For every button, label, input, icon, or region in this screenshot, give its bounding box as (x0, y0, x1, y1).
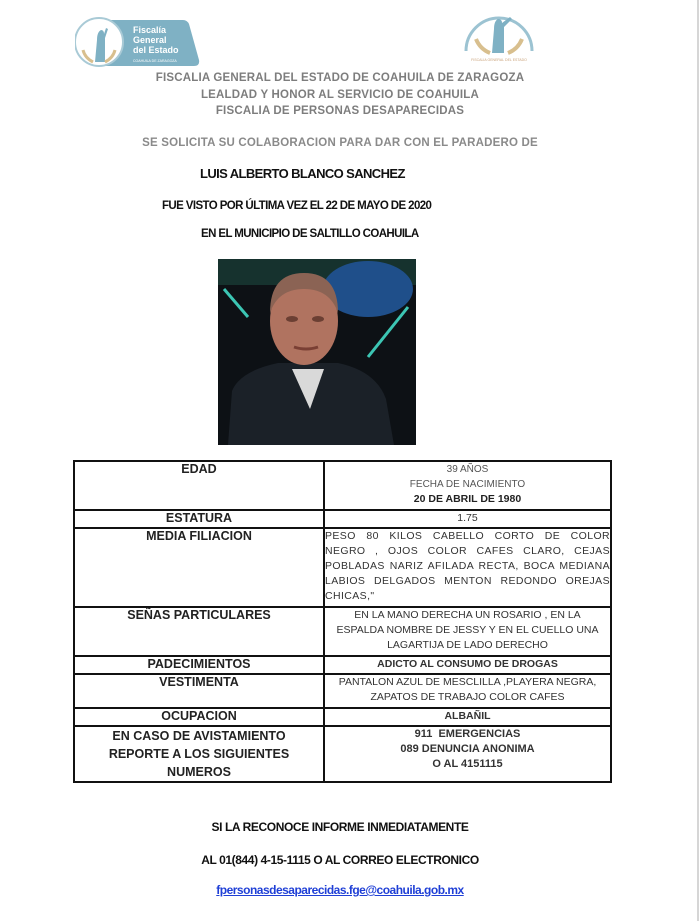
value-vestimenta: PANTALON AZUL DE MESCLILLA ,PLAYERA NEGRA, ZAPATOS DE TRABAJO COLOR CAFES (324, 674, 611, 708)
table-row-edad (74, 461, 611, 510)
value-avistamiento (324, 726, 611, 782)
label-avistamiento (74, 726, 324, 782)
label-edad: EDAD (74, 461, 324, 510)
last-seen-location: EN EL MUNICIPIO DE SALTILLO COAHUILA (201, 228, 419, 240)
label-senas: SEÑAS PARTICULARES (74, 607, 324, 656)
logo-text-1: Fiscalía (133, 25, 167, 35)
value-media-filiacion: PESO 80 KILOS CABELLO CORTO DE COLOR NEGRO , OJOS COLOR CAFES CLARO, CEJAS POBLADAS NARIZ AFILADA RECTA, BOCA MEDIANA LABIOS DELGADOS MENTON REDONDO OREJAS CHICAS," (324, 528, 611, 607)
person-photo (218, 259, 416, 445)
value-estatura: 1.75 (324, 510, 611, 528)
label-padecimientos: PADECIMIENTOS (74, 656, 324, 674)
table-row-vestimenta (74, 674, 611, 708)
table-row-media-filiacion (74, 528, 611, 607)
fiscalia-logo-left (75, 16, 200, 68)
label-media-filiacion: MEDIA FILIACION (74, 528, 324, 607)
header-line-1: FISCALIA GENERAL DEL ESTADO DE COAHUILA DE ZARAGOZA (155, 72, 525, 84)
logo-subtitle: COAHUILA DE ZARAGOZA (133, 59, 177, 63)
value-padecimientos: ADICTO AL CONSUMO DE DROGAS (324, 656, 611, 674)
logo-text-2: General (133, 35, 167, 45)
contact-email-link[interactable]: fpersonasdesaparecidas.fge@coahuila.gob.mx (216, 883, 464, 897)
footer-line-2: AL 01(844) 4-15-1115 O AL CORREO ELECTRONICO (201, 853, 479, 867)
table-row-senas (74, 607, 611, 656)
header-line-3: FISCALIA DE PERSONAS DESAPARECIDAS (215, 105, 465, 117)
value-senas: EN LA MANO DERECHA UN ROSARIO , EN LA ESPALDA NOMBRE DE JESSY Y EN EL CUELLO UNA LAGARTIJA DE LADO DERECHO (324, 607, 611, 656)
age-value: 39 AÑOS (446, 464, 489, 475)
table-row-padecimientos (74, 656, 611, 674)
info-table (73, 460, 612, 783)
phone-emergencias: 911 EMERGENCIAS (414, 728, 521, 740)
label-avistamiento-line-2: REPORTE A LOS SIGUIENTES (108, 747, 290, 761)
phone-local: O AL 4151115 (432, 758, 503, 770)
page-edge-line (697, 0, 699, 921)
table-row-avistamiento (74, 726, 611, 782)
seal-caption: FISCALIA GENERAL DEL ESTADO (471, 58, 527, 62)
label-avistamiento-line-3: NUMEROS (167, 765, 231, 779)
value-edad (324, 461, 611, 510)
person-name: LUIS ALBERTO BLANCO SANCHEZ (200, 166, 405, 181)
label-estatura: ESTATURA (74, 510, 324, 528)
table-row-ocupacion (74, 708, 611, 726)
last-seen-date: FUE VISTO POR ÚLTIMA VEZ EL 22 DE MAYO DE 2020 (162, 200, 432, 212)
label-avistamiento-line-1: EN CASO DE AVISTAMIENTO (112, 729, 286, 743)
footer-line-1: SI LA RECONOCE INFORME INMEDIATAMENTE (211, 820, 469, 834)
birth-date: 20 DE ABRIL DE 1980 (413, 493, 522, 505)
label-vestimenta: VESTIMENTA (74, 674, 324, 708)
fiscalia-seal-right (460, 3, 538, 65)
value-ocupacion: ALBAÑIL (324, 708, 611, 726)
logo-text-3: del Estado (133, 45, 179, 55)
label-ocupacion: OCUPACION (74, 708, 324, 726)
phone-denuncia: 089 DENUNCIA ANONIMA (400, 743, 535, 755)
table-row-estatura (74, 510, 611, 528)
request-text: SE SOLICITA SU COLABORACION PARA DAR CON EL PARADERO DE (142, 137, 538, 149)
birth-label: FECHA DE NACIMIENTO (409, 479, 526, 490)
header-line-2: LEALDAD Y HONOR AL SERVICIO DE COAHUILA (200, 89, 480, 101)
